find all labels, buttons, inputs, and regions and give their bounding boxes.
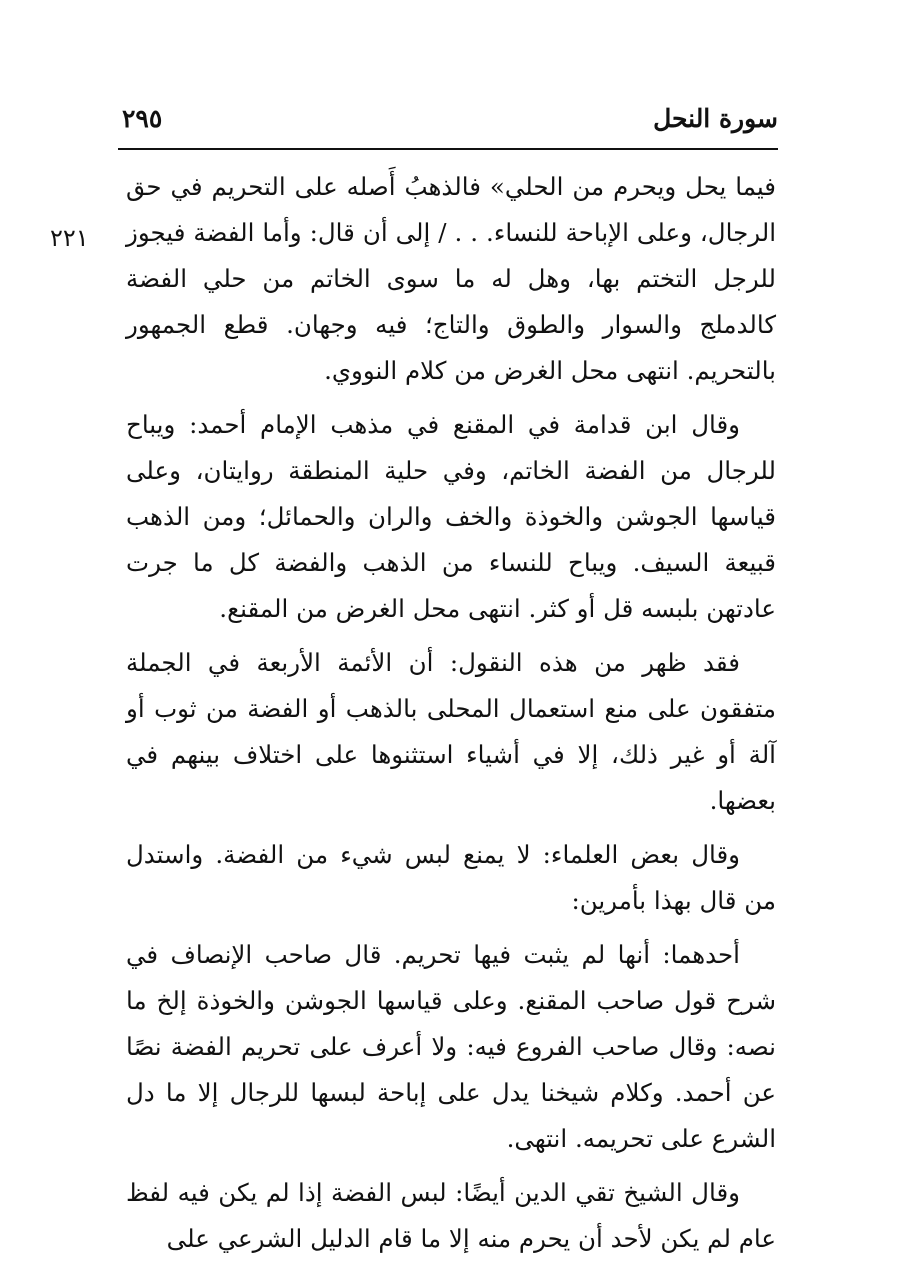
paragraph: فقد ظهر من هذه النقول: أن الأئمة الأربعة في الجملة متفقون على منع استعمال المحلى بالذهب أو الفضة من ثوب أو آلة أو غير ذلك، إلا في أشياء استثنوها على اختلاف بينهم في بعضها. [126, 648, 776, 815]
page-header [118, 104, 778, 148]
paragraph: وقال الشيخ تقي الدين أيضًا: لبس الفضة إذا لم يكن فيه لفظ عام لم يكن لأحد أن يحرم منه إلا ما قام الدليل الشرعي على [126, 1178, 776, 1253]
paragraph: وقال بعض العلماء: لا يمنع لبس شيء من الفضة. واستدل من قال بهذا بأمرين: [126, 840, 776, 915]
body-text [126, 164, 776, 1270]
paragraph: وقال ابن قدامة في المقنع في مذهب الإمام أحمد: ويباح للرجال من الفضة الخاتم، وفي حلية المنطقة روايتان، وعلى قياسها الجوشن والخوذة والخف والران والحمائل؛ ومن الذهب قبيعة السيف. ويباح للنساء من الذهب والفضة كل ما جرت عادتهن بلبسه قل أو كثر. انتهى محل الغرض من المقنع. [126, 410, 776, 623]
margin-reference-number: ٢٢١ [50, 224, 89, 252]
paragraph: فيما يحل ويحرم من الحلي» فالذهبُ أَصله على التحريم في حق الرجال، وعلى الإباحة للنساء. . . / إلى أن قال: وأما الفضة فيجوز للرجل التختم بها، وهل له ما سوى الخاتم من حلي الفضة كالدملج والسوار والطوق والتاج؛ فيه وجهان. قطع الجمهور بالتحريم. انتهى محل الغرض من كلام النووي. [126, 172, 776, 385]
header-divider [118, 148, 778, 150]
page-number: ٢٩٥ [122, 104, 163, 133]
paragraph: أحدهما: أنها لم يثبت فيها تحريم. قال صاحب الإنصاف في شرح قول صاحب المقنع. وعلى قياسها الجوشن والخوذة إلخ ما نصه: وقال صاحب الفروع فيه: ولا أعرف على تحريم الفضة نصًا عن أحمد. وكلام شيخنا يدل على إباحة لبسها للرجال إلا ما دل الشرع على تحريمه. انتهى. [126, 940, 776, 1153]
surah-title: سورة النحل [653, 104, 778, 133]
